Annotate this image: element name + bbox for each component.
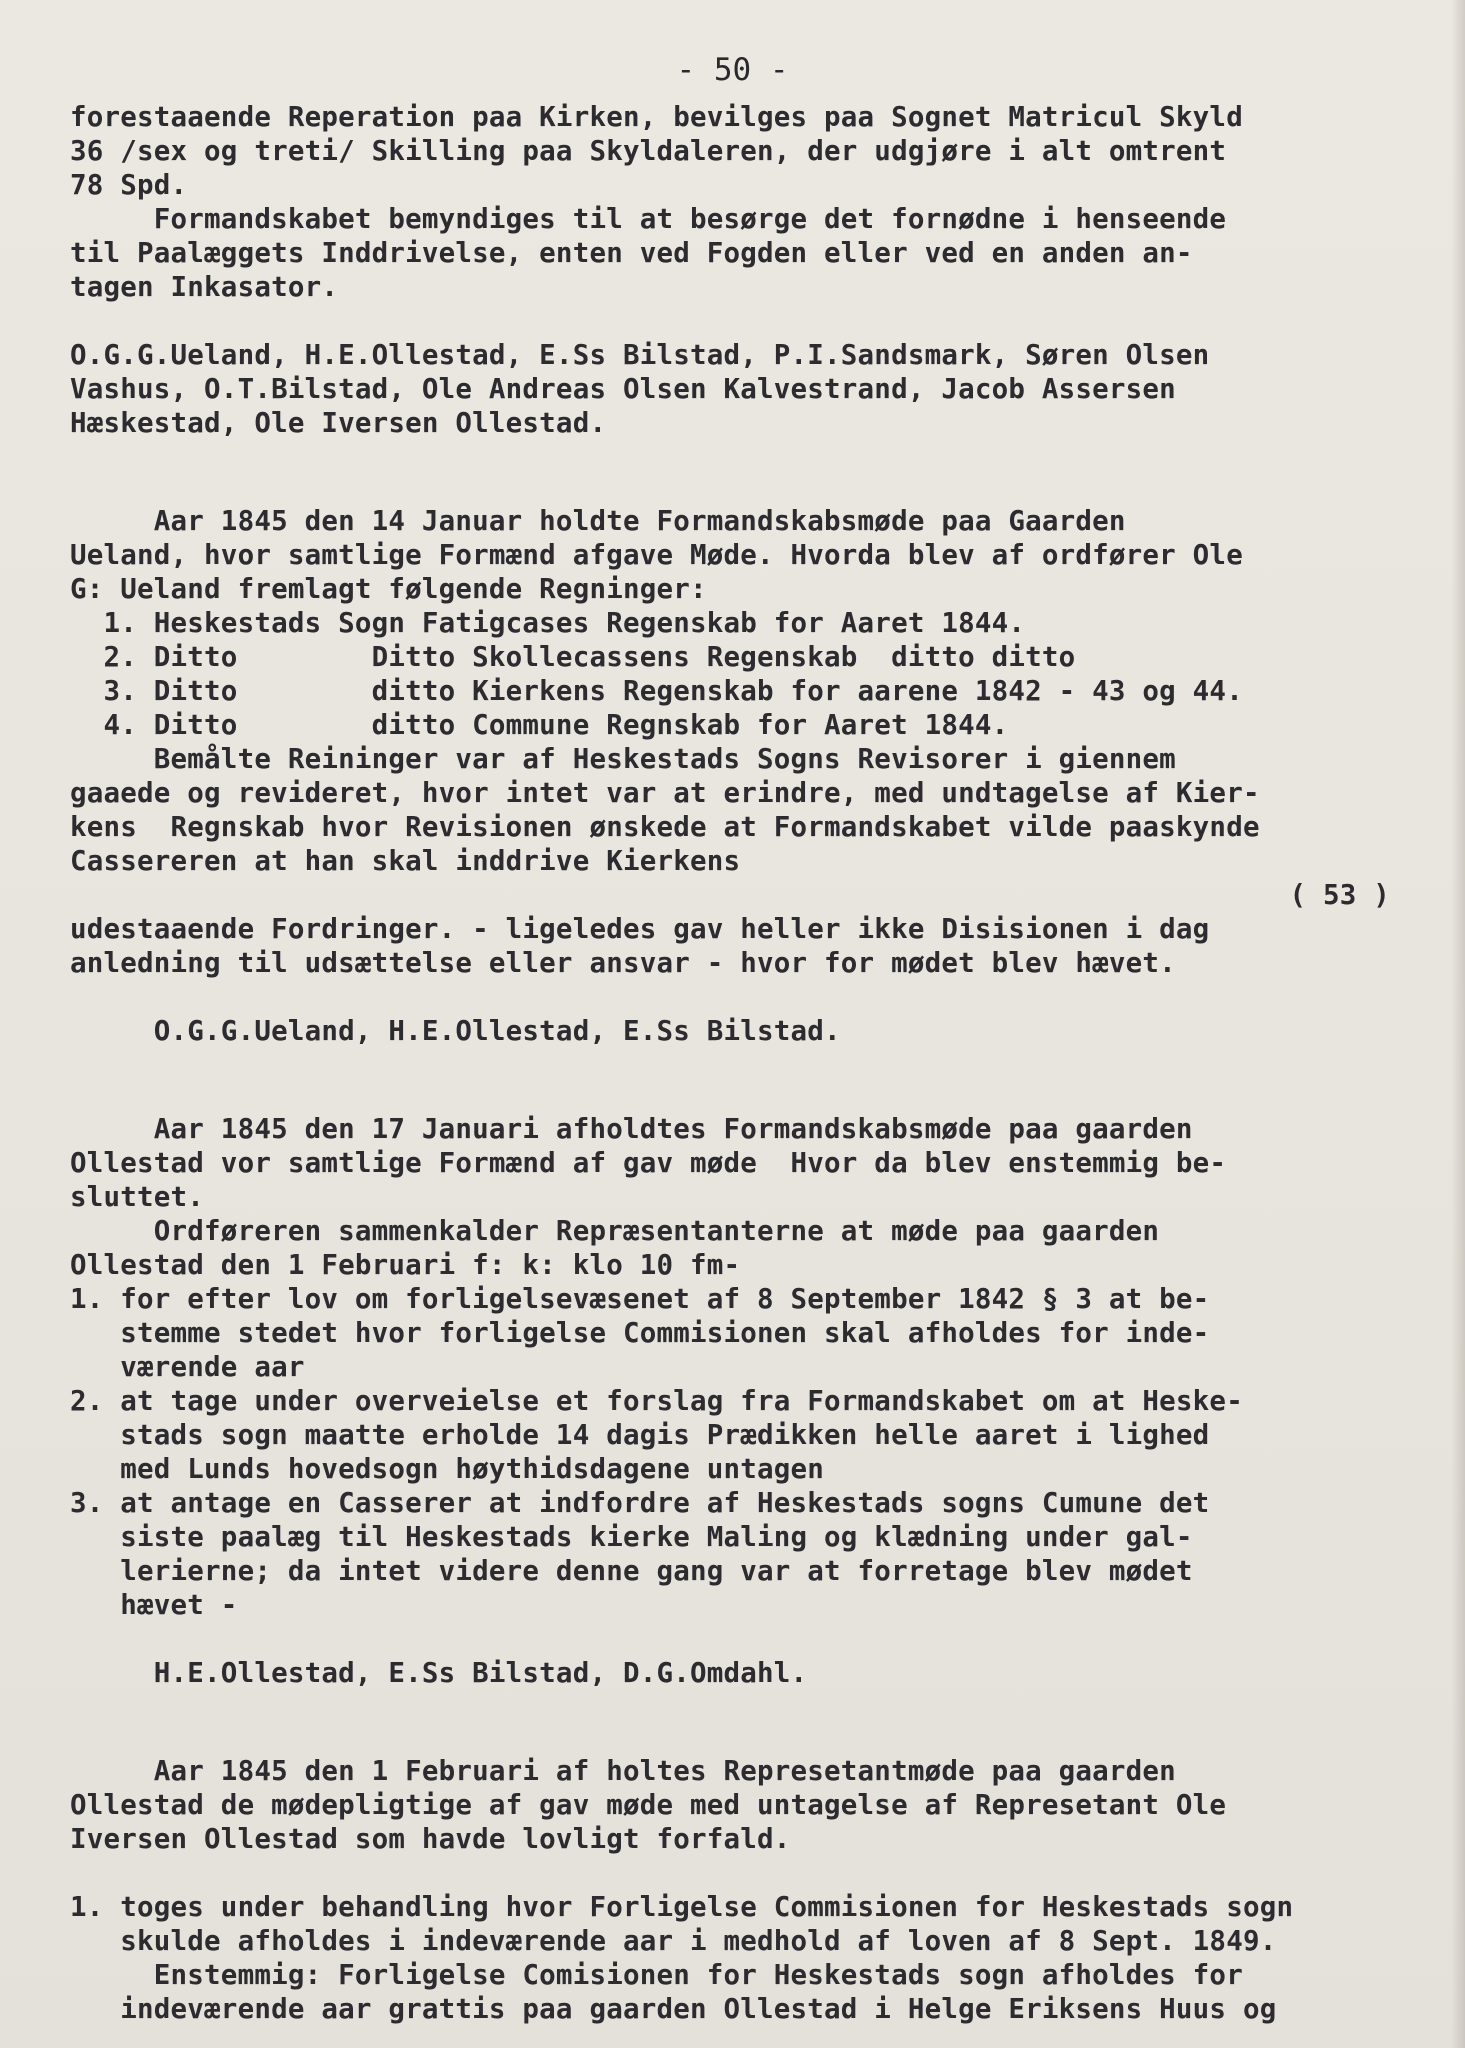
text-line: med Lunds hovedsogn høythidsdagene untagen <box>70 1453 825 1485</box>
text-line: Iversen Ollestad som havde lovligt forfald. <box>70 1823 791 1855</box>
text-line: gaaede og revideret, hvor intet var at erindre, med undtagelse af Kier- <box>70 777 1260 809</box>
paragraph-gap <box>70 440 1430 504</box>
text-line: tagen Inkasator. <box>70 271 339 303</box>
paragraph-gap <box>70 1048 1430 1112</box>
paragraph-gap <box>70 1856 1430 1890</box>
text-line: Ordføreren sammenkalder Repræsentanterne at møde paa gaarden <box>70 1215 1160 1247</box>
text-line: Ueland, hvor samtlige Formænd afgave Møde. Hvorda blev af ordfører Ole <box>70 539 1243 571</box>
text-line: Aar 1845 den 14 Januar holdte Formandskabsmøde paa Gaarden <box>70 505 1126 537</box>
text-line: værende aar <box>70 1351 305 1383</box>
text-line: G: Ueland fremlagt følgende Regninger: <box>70 573 707 605</box>
text-line: Aar 1845 den 1 Februari af holtes Represetantmøde paa gaarden <box>70 1755 1176 1787</box>
text-line: indeværende aar grattis paa gaarden Ollestad i Helge Eriksens Huus og <box>70 1993 1277 2025</box>
text-line: Enstemmig: Forligelse Comisionen for Heskestads sogn afholdes for <box>70 1959 1243 1991</box>
text-line: Hæskestad, Ole Iversen Ollestad. <box>70 407 607 439</box>
text-line: 3. Ditto ditto Kierkens Regenskab for aarene 1842 - 43 og 44. <box>70 675 1243 707</box>
text-line: Cassereren at han skal inddrive Kierkens <box>70 845 741 877</box>
text-line: 1. for efter lov om forligelsevæsenet af 8 September 1842 § 3 at be- <box>70 1283 1210 1315</box>
text-line: udestaaende Fordringer. - ligeledes gav heller ikke Disisionen i dag <box>70 913 1210 945</box>
text-line: stemme stedet hvor forligelse Commisionen skal afholdes for inde- <box>70 1317 1210 1349</box>
text-line: Ollestad den 1 Februari f: k: klo 10 fm- <box>70 1249 741 1281</box>
text-line: skulde afholdes i indeværende aar i medhold af loven af 8 Sept. 1849. <box>70 1925 1277 1957</box>
page-number: - 50 - <box>676 52 789 88</box>
page-reference: ( 53 ) <box>1289 879 1390 911</box>
paragraph-gap <box>70 1690 1430 1754</box>
text-line: H.E.Ollestad, E.Ss Bilstad, D.G.Omdahl. <box>70 1657 808 1689</box>
text-line: O.G.G.Ueland, H.E.Ollestad, E.Ss Bilstad, P.I.Sandsmark, Søren Olsen <box>70 339 1210 371</box>
typed-text-body <box>70 100 1430 2026</box>
text-line: 1. Heskestads Sogn Fatigcases Regenskab for Aaret 1844. <box>70 607 1026 639</box>
text-line: anledning til udsættelse eller ansvar - hvor for mødet blev hævet. <box>70 947 1176 979</box>
text-line: 1. toges under behandling hvor Forligelse Commisionen for Heskestads sogn <box>70 1891 1294 1923</box>
text-line: 4. Ditto ditto Commune Regnskab for Aaret 1844. <box>70 709 1009 741</box>
text-line: 2. at tage under overveielse et forslag fra Formandskabet om at Heske- <box>70 1385 1243 1417</box>
text-line: hævet - <box>70 1589 238 1621</box>
text-line: stads sogn maatte erholde 14 dagis Prædikken helle aaret i lighed <box>70 1419 1210 1451</box>
text-line: 36 /sex og treti/ Skilling paa Skyldaleren, der udgjøre i alt omtrent <box>70 135 1227 167</box>
text-line: siste paalæg til Heskestads kierke Maling og klædning under gal- <box>70 1521 1193 1553</box>
paragraph-gap <box>70 980 1430 1014</box>
text-line: 3. at antage en Casserer at indfordre af Heskestads sogns Cumune det <box>70 1487 1210 1519</box>
text-line: Ollestad vor samtlige Formænd af gav møde Hvor da blev enstemmig be- <box>70 1147 1227 1179</box>
text-line: O.G.G.Ueland, H.E.Ollestad, E.Ss Bilstad. <box>70 1015 841 1047</box>
paragraph-gap <box>70 1622 1430 1656</box>
text-line: Vashus, O.T.Bilstad, Ole Andreas Olsen Kalvestrand, Jacob Assersen <box>70 373 1176 405</box>
text-line: Bemålte Reininger var af Heskestads Sogns Revisorer i giennem <box>70 743 1176 775</box>
text-line: forestaaende Reperation paa Kirken, bevilges paa Sognet Matricul Skyld <box>70 101 1243 133</box>
text-line: Aar 1845 den 17 Januari afholdtes Formandskabsmøde paa gaarden <box>70 1113 1193 1145</box>
paragraph-gap <box>70 304 1430 338</box>
text-line: sluttet. <box>70 1181 205 1213</box>
text-line: Formandskabet bemyndiges til at besørge det fornødne i henseende <box>70 203 1227 235</box>
text-line: til Paalæggets Inddrivelse, enten ved Fogden eller ved en anden an- <box>70 237 1193 269</box>
text-line: 2. Ditto Ditto Skollecassens Regenskab ditto ditto <box>70 641 1076 673</box>
text-line: Ollestad de mødepligtige af gav møde med untagelse af Represetant Ole <box>70 1789 1227 1821</box>
text-line: lerierne; da intet videre denne gang var at forretage blev mødet <box>70 1555 1193 1587</box>
text-line: 78 Spd. <box>70 169 188 201</box>
text-line: kens Regnskab hvor Revisionen ønskede at Formandskabet vilde paaskynde <box>70 811 1260 843</box>
